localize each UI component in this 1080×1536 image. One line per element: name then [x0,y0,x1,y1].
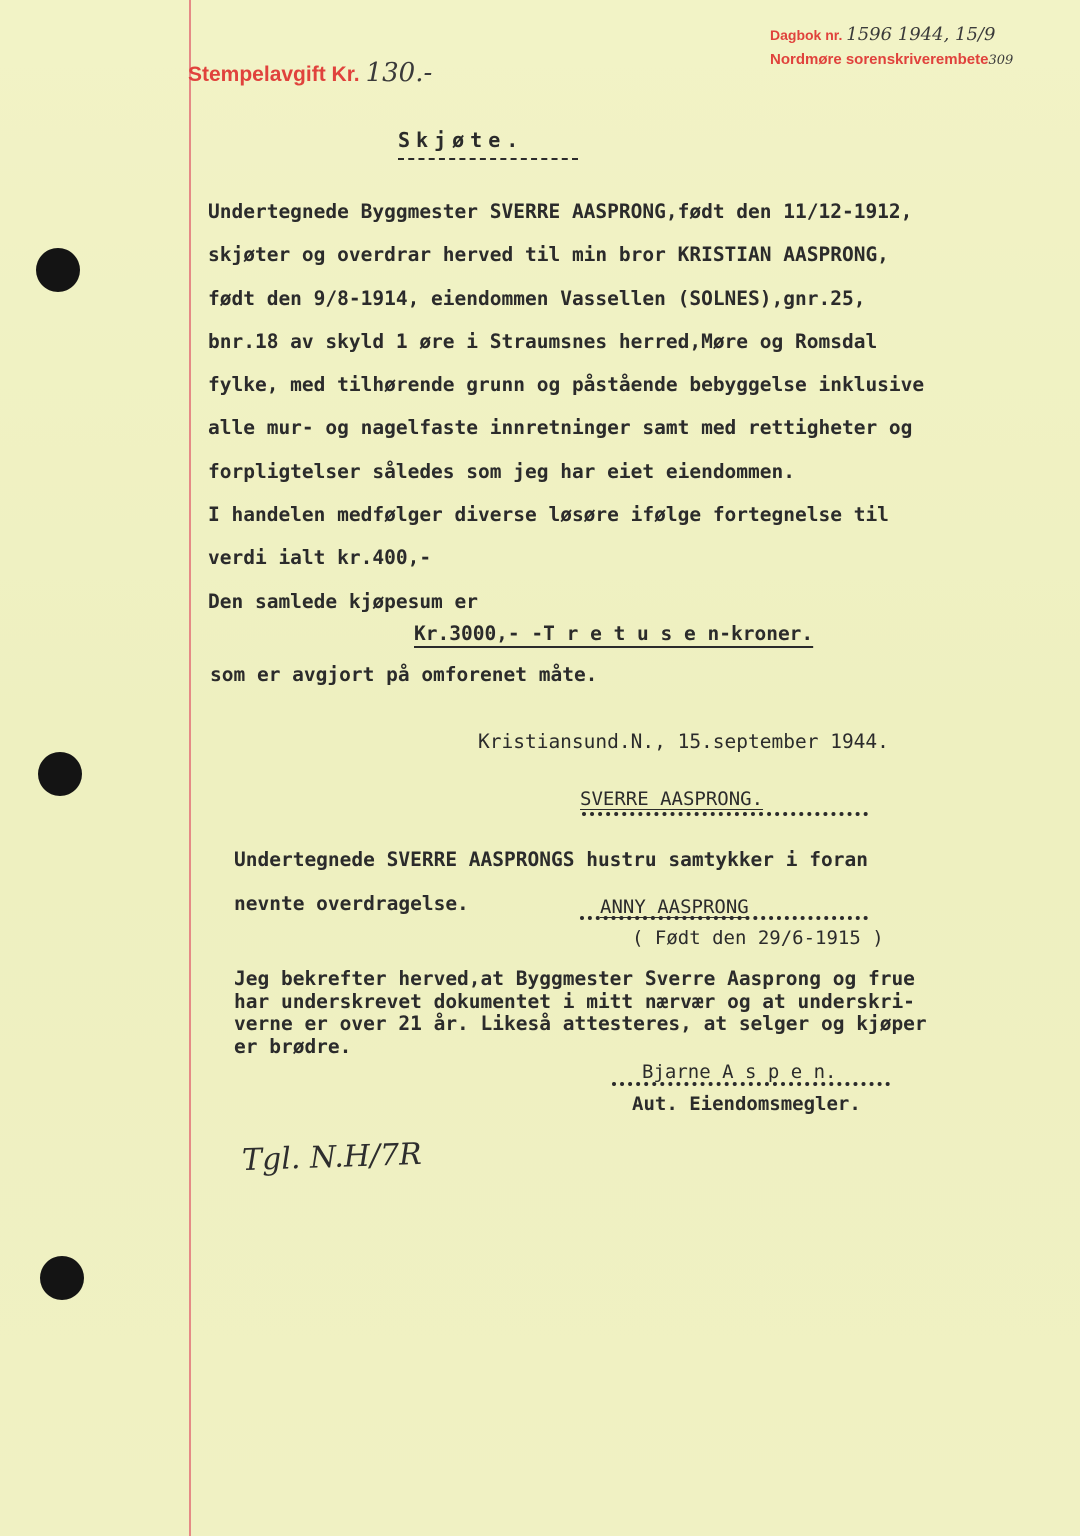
consent-line: nevnte overdragelse. [234,892,469,915]
handwritten-note: Tgl. N.H/7R [241,1136,423,1179]
body-line: alle mur- og nagelfaste innretninger samt med rettigheter og [208,416,913,440]
punch-hole-middle [38,752,82,796]
body-line: verdi ialt kr.400,- [208,546,432,570]
broker-signature [642,1061,836,1083]
attest-line: verne er over 21 år. Likeså attesteres, at selger og kjøper [234,1012,927,1035]
consent-line: Undertegnede SVERRE AASPRONGS hustru samtykker i foran [234,848,868,871]
purchase-amount: Kr.3000,- -T r e t u s e n-kroner. [414,622,814,645]
seller-signature-name: SVERRE AASPRONG. [580,788,764,810]
settlement-line: som er avgjort på omforenet måte. [210,663,598,686]
body-line: født den 9/8-1914, eiendommen Vassellen (SOLNES),gnr.25, [208,286,866,310]
broker-title: Aut. Eiendomsmegler. [632,1093,861,1115]
stamp-duty-amount: 130.- [365,58,433,88]
seller-signature [580,788,763,810]
margin-rule [189,0,191,1536]
broker-signature-line [612,1082,890,1086]
deed-body [208,190,1008,623]
punch-hole-top [36,248,80,292]
wife-birth-date: ( Født den 29/6-1915 ) [632,927,884,949]
stamp-duty-label: Stempelavgift Kr. [188,63,360,86]
office-label: Nordmøre sorenskriverembete [770,51,989,68]
diary-entry: 1596 1944, 15/9 [846,24,996,45]
place-date: Kristiansund.N., 15.september 1944. [478,730,889,753]
title-underline [398,158,578,160]
attest-line: er brødre. [234,1034,352,1058]
body-line: bnr.18 av skyld 1 øre i Straumsnes herred,Møre og Romsdal [208,329,878,353]
seller-signature-line [582,812,868,816]
body-line: Den samlede kjøpesum er [208,589,479,613]
body-line: skjøter og overdrar herved til min bror KRISTIAN AASPRONG, [208,243,889,267]
stamp-duty-stamp [188,58,432,88]
diary-label: Dagbok nr. [770,27,843,43]
body-line: forpligtelser således som jeg har eiet eiendommen. [208,459,795,483]
body-line: Undertegnede Byggmester SVERRE AASPRONG,født den 11/12-1912, [208,200,913,223]
office-ref: 309 [988,53,1014,68]
body-line: I handelen medfølger diverse løsøre ifølge fortegnelse til [208,503,889,527]
broker-signature-name: Bjarne A s p e n. [642,1061,837,1083]
body-line: fylke, med tilhørende grunn og påstående bebyggelse inklusive [208,373,925,397]
punch-hole-bottom [40,1256,84,1300]
attest-line: har underskrevet dokumentet i mitt nærvær og at underskri- [234,989,915,1013]
wife-signature-line [580,916,868,920]
registry-stamp [770,24,1013,68]
attest-line: Jeg bekrefter herved,at Byggmester Sverre Aasprong og frue [234,967,915,990]
wife-signature [600,896,749,918]
document-title: Skjøte. [398,128,525,152]
broker-attestation [234,968,927,1058]
wife-signature-name: ANNY AASPRONG [600,896,749,918]
wife-consent [234,838,868,926]
